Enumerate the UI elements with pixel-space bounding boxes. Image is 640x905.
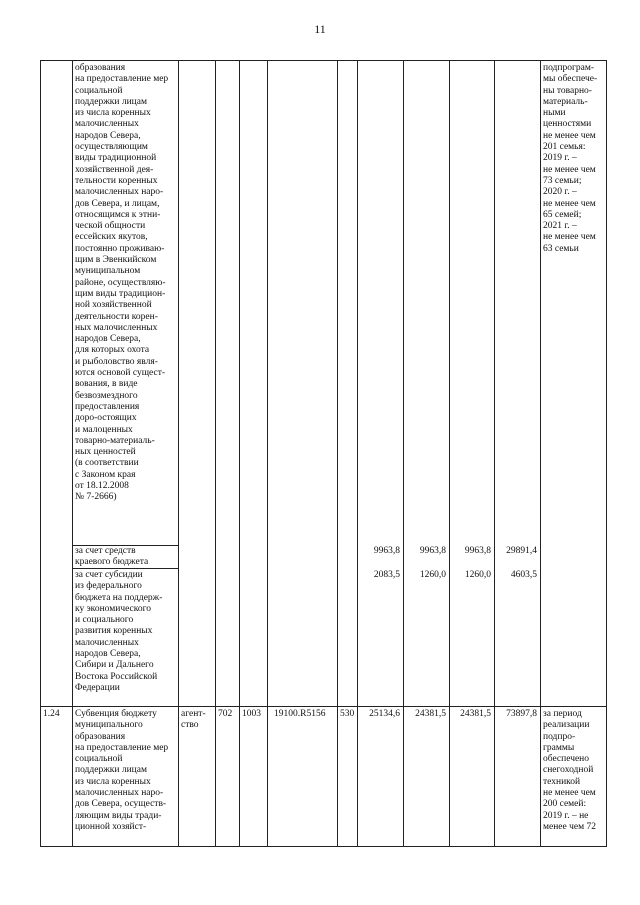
responsible-agency: агент- ство (181, 709, 206, 731)
value-2019: 25134,6 (369, 709, 400, 719)
value-2019: 9963,8 (373, 546, 400, 556)
value-2021: 9963,8 (464, 546, 491, 556)
csr-code: 19100.R5156 (274, 709, 326, 719)
page-number: 11 (314, 22, 326, 36)
row-number: 1.24 (43, 709, 60, 719)
rzpr-code: 1003 (242, 709, 261, 719)
value-2020: 24381,5 (415, 709, 446, 719)
value-2019: 2083,5 (373, 570, 400, 580)
measure-description: образования на предоставление мер социальной поддержки лицам из числа коренных малочисленных народов Севера, осуществляющим виды традиционной хозяйственной дея- тельности коренных малочисленных наро- дов Севера, и лицам, относящимся к этни- ческой общности ессейских якутов, постоянно проживаю- щим в Эвенкийском муниципальном районе, осуществляю- щим виды традицион- ной хозяйственной деятельности корен- ных малочисленных народов Севера, для которых охота и рыболовство явля- ются основой сущест- вования, в виде безвозмездного предоставления доро-остоящих и малоценных товарно-материаль- ных ценностей (в соответствии с Законом края от 18.12.2008 № 7-2666) (75, 63, 169, 503)
value-2020: 9963,8 (419, 546, 446, 556)
vr-code: 530 (340, 709, 355, 719)
value-2020: 1260,0 (419, 570, 446, 580)
funding-source-label: за счет субсидии из федерального бюджета на поддерж- ку экономического и социального развития коренных малочисленных народов Севера, Сибири и Дальнего Востока Российской Федерации (75, 570, 163, 693)
measure-description: Субвенция бюджету муниципального образования на предоставление мер социальной поддержки лицам из числа коренных малочисленных наро- дов Севера, осуществ- ляющим виды тради- ционной хозяйст- (75, 709, 169, 832)
expected-result: подпрограм- мы обеспече- ны товарно- материаль- ными ценностями не менее чем 201 семья: 2019 г. – не менее чем 73 семьи; 2020 г. – не менее чем 65 семей; 2021 г. – не менее чем 63 семьи (543, 63, 598, 254)
value-2021: 24381,5 (460, 709, 491, 719)
value-total: 29891,4 (506, 546, 537, 556)
value-2021: 1260,0 (464, 570, 491, 580)
value-total: 73897,8 (506, 709, 537, 719)
funding-source-label: за счет средств краевого бюджета (75, 546, 149, 568)
expected-result: за период реализации подпро- граммы обеспечено снегоходной техникой не менее чем 200 семей: 2019 г. – не менее чем 72 (543, 709, 597, 832)
value-total: 4603,5 (510, 570, 537, 580)
grbs-code: 702 (218, 709, 233, 719)
